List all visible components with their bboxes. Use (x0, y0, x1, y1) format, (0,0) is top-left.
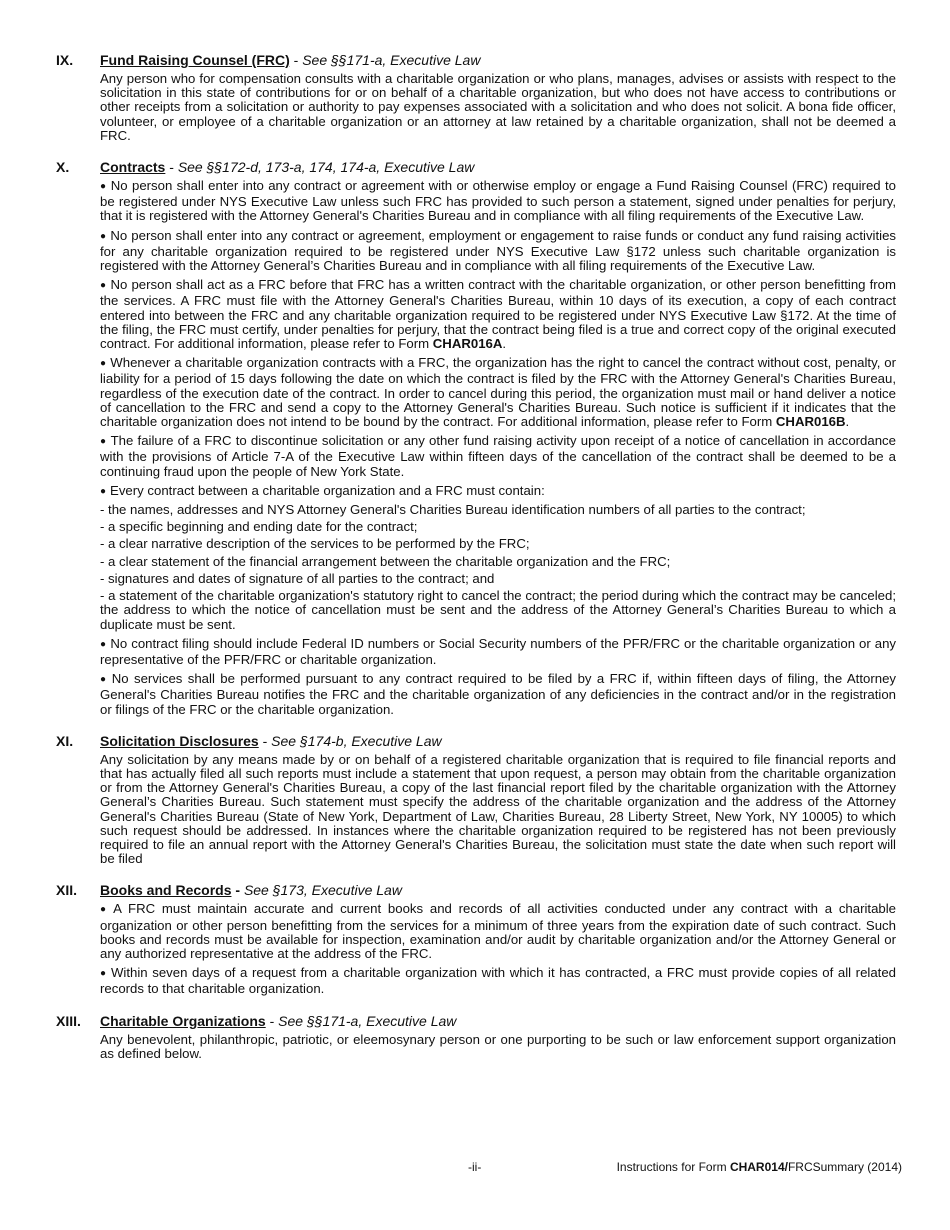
section-xi (56, 733, 896, 867)
page-number: -ii- (468, 1160, 482, 1174)
section-number: X. (56, 159, 70, 176)
form-reference: CHAR016A (432, 336, 503, 352)
form-code: CHAR014/ (729, 1160, 788, 1174)
section-reference: See §§171-a, Executive Law (302, 52, 481, 68)
section-number: XI. (56, 732, 74, 749)
section-reference: See §§172-d, 173-a, 174, 174-a, Executive Law (177, 159, 475, 176)
document-page (56, 52, 896, 1077)
form-title-prefix: Instructions for Form (616, 1160, 730, 1174)
paragraph: Any solicitation by any means made by or on behalf of a registered charitable organization that is required to file financial reports and that has actually filed all such reports must include a statement that upon request, a person may obtain from the charitable organization or from the Attorney General's Charities Bureau, a copy of the last financial report filed by the charitable organization with the Attorney General’s Charities Bureau. Such statement must specify the address of the charitable organization and the address of the Attorney General's Charities Bureau (State of New York, Department of Law, Charities Bureau, 28 Liberty Street, New York, NY 10005) to which such request should be addressed. In instances where the charitable organization required to be registered has not been previously required to file an annual report with the Attorney General's Charities Bureau, the solicitation must state the date when such report will be filed (100, 751, 896, 867)
section-title: Fund Raising Counsel (FRC) (100, 52, 290, 68)
paragraph-text: Whenever a charitable organization contracts with a FRC, the organization has the right to cancel the contract without cost, penalty, or liability for a period of 15 days following the date on which the contract is filed by the FRC with the Attorney General's Charities Bureau, regardless of the execution date of the contract. In order to cancel during this period, the organization must mail or hand deliver a notice of cancellation to the FRC and send a copy to the Attorney General's Charities Bureau. Such notice is sufficient if it indicates that the charitable organization does not intend to be bound by the contract. For additional information, please refer to Form (100, 355, 896, 430)
section-reference: See §173, Executive Law (243, 882, 402, 899)
list-item: - the names, addresses and NYS Attorney General's Charities Bureau identification numbers of all parties to the contract; (100, 502, 806, 518)
heading-separator: - (258, 732, 272, 749)
heading-separator: - (289, 52, 303, 68)
section-number: IX. (56, 52, 74, 68)
form-reference: CHAR016B (775, 414, 846, 430)
section-title: Solicitation Disclosures (100, 732, 259, 749)
paragraph-text: No person shall act as a FRC before that FRC has a written contract with the charitable organization, or other person benefitting from the services. A FRC must file with the Attorney General's Charities Bureau, within 10 days of its execution, a copy of each contract entered into between the FRC and any charitable organization required to be registered under NYS Executive Law §172. At the time of the filing, the FRC must certify, under penalties for perjury, that the contract being filed is a true and correct copy of the original executed contract. For additional information, please refer to Form (100, 277, 896, 352)
list-item: - a clear narrative description of the services to be performed by the FRC; (100, 536, 530, 552)
section-ix (56, 52, 896, 143)
paragraph-end: . (845, 414, 850, 430)
bullet-paragraph: ● The failure of a FRC to discontinue solicitation or any other fund raising activity upon receipt of a notice of cancellation in accordance with the provisions of Article 7-A of the Executive Law within fifteen days of the cancellation of the contract shall be deemed to be a continuing fraud upon the people of New York State. (100, 434, 896, 479)
section-heading (100, 159, 896, 176)
section-reference: See §174-b, Executive Law (271, 732, 442, 749)
bullet-paragraph: ● Every contract between a charitable organization and a FRC must contain: (100, 484, 896, 500)
bullet-paragraph: ● No contract filing should include Federal ID numbers or Social Security numbers of the PFR/FRC or the charitable organization or any representative of the PFR/FRC or charitable organization. (100, 637, 896, 667)
bullet-paragraph: ● No services shall be performed pursuant to any contract required to be filed by a FRC if, within fifteen days of filing, the Attorney General's Charities Bureau notifies the FRC and the charitable organization of any deficiencies in the contract and/or in the registration or filings of the FRC or the charitable organization. (100, 672, 896, 717)
paragraph-end: . (502, 336, 507, 352)
section-xiii (56, 1013, 896, 1061)
section-title: Books and Records (100, 882, 232, 899)
paragraph: Any person who for compensation consults with a charitable organization or who plans, manages, advises or assists with respect to the solicitation in this state of contributions for or on behalf of a charitable organization, but who does not have access to contributions or other receipts from a solicitation or authority to pay expenses associated with a solicitation and who does not solicit. A bona fide officer, volunteer, or employee of a charitable organization or an attorney at law retained by a charitable organization, shall not be deemed a FRC. (100, 71, 896, 143)
bullet-paragraph (100, 278, 896, 351)
bullet-paragraph (100, 356, 896, 429)
heading-separator: - (231, 882, 244, 899)
section-reference: See §§171-a, Executive Law (278, 1012, 457, 1029)
list-item: - a specific beginning and ending date for the contract; (100, 519, 418, 535)
bullet-paragraph: ● Within seven days of a request from a charitable organization with which it has contracted, a FRC must provide copies of all related records to that charitable organization. (100, 966, 896, 996)
heading-separator: - (265, 1012, 279, 1029)
bullet-paragraph: ● No person shall enter into any contract or agreement with or otherwise employ or engage a Fund Raising Counsel (FRC) required to be registered under NYS Executive Law unless such FRC has provided to such person a statement, signed under penalties for perjury, that it is registered with the Attorney General's Charities Bureau and in compliance with all filing requirements of the Executive Law. (100, 179, 896, 224)
section-xii (56, 882, 896, 996)
section-heading (100, 1013, 896, 1030)
section-title: Charitable Organizations (100, 1012, 266, 1029)
paragraph: Any benevolent, philanthropic, patriotic, or eleemosynary person or one purporting to be such or law enforcement support organization as defined below. (100, 1031, 896, 1061)
section-title: Contracts (100, 159, 166, 176)
list-item: - a clear statement of the financial arrangement between the charitable organization and the FRC; (100, 553, 671, 569)
section-heading (100, 52, 896, 69)
form-title-suffix: FRCSummary (2014) (787, 1160, 902, 1174)
heading-separator: - (165, 159, 178, 176)
bullet-paragraph: ● A FRC must maintain accurate and current books and records of all activities conducted under any contract with a charitable organization or other person benefitting from the services for a minimum of three years from the expiration date of such contract. Such books and records must be available for inspection, examination and/or audit by charitable organization and/or the Attorney General or any authorized representative at the address of the FRC. (100, 902, 896, 961)
list-item: - signatures and dates of signature of all parties to the contract; and (100, 570, 495, 586)
section-number: XIII. (56, 1012, 81, 1029)
section-x (56, 159, 896, 717)
section-heading (100, 882, 896, 899)
list-item: - a statement of the charitable organization's statutory right to cancel the contract; the period during which the contract may be canceled; the address to which the notice of cancellation must be sent and the address of the Attorney General’s Charities Bureau to which a duplicate must be sent. (100, 588, 896, 632)
form-title (617, 1160, 902, 1174)
bullet-paragraph: ● No person shall enter into any contract or agreement, employment or engagement to raise funds or conduct any fund raising activities for any charitable organization required to be registered under NYS Executive Law §172 unless such charitable organization is registered with the Attorney General’s Charities Bureau and in compliance with all filing requirements of the Executive Law. (100, 229, 896, 274)
section-heading (100, 733, 896, 750)
section-number: XII. (56, 882, 78, 899)
